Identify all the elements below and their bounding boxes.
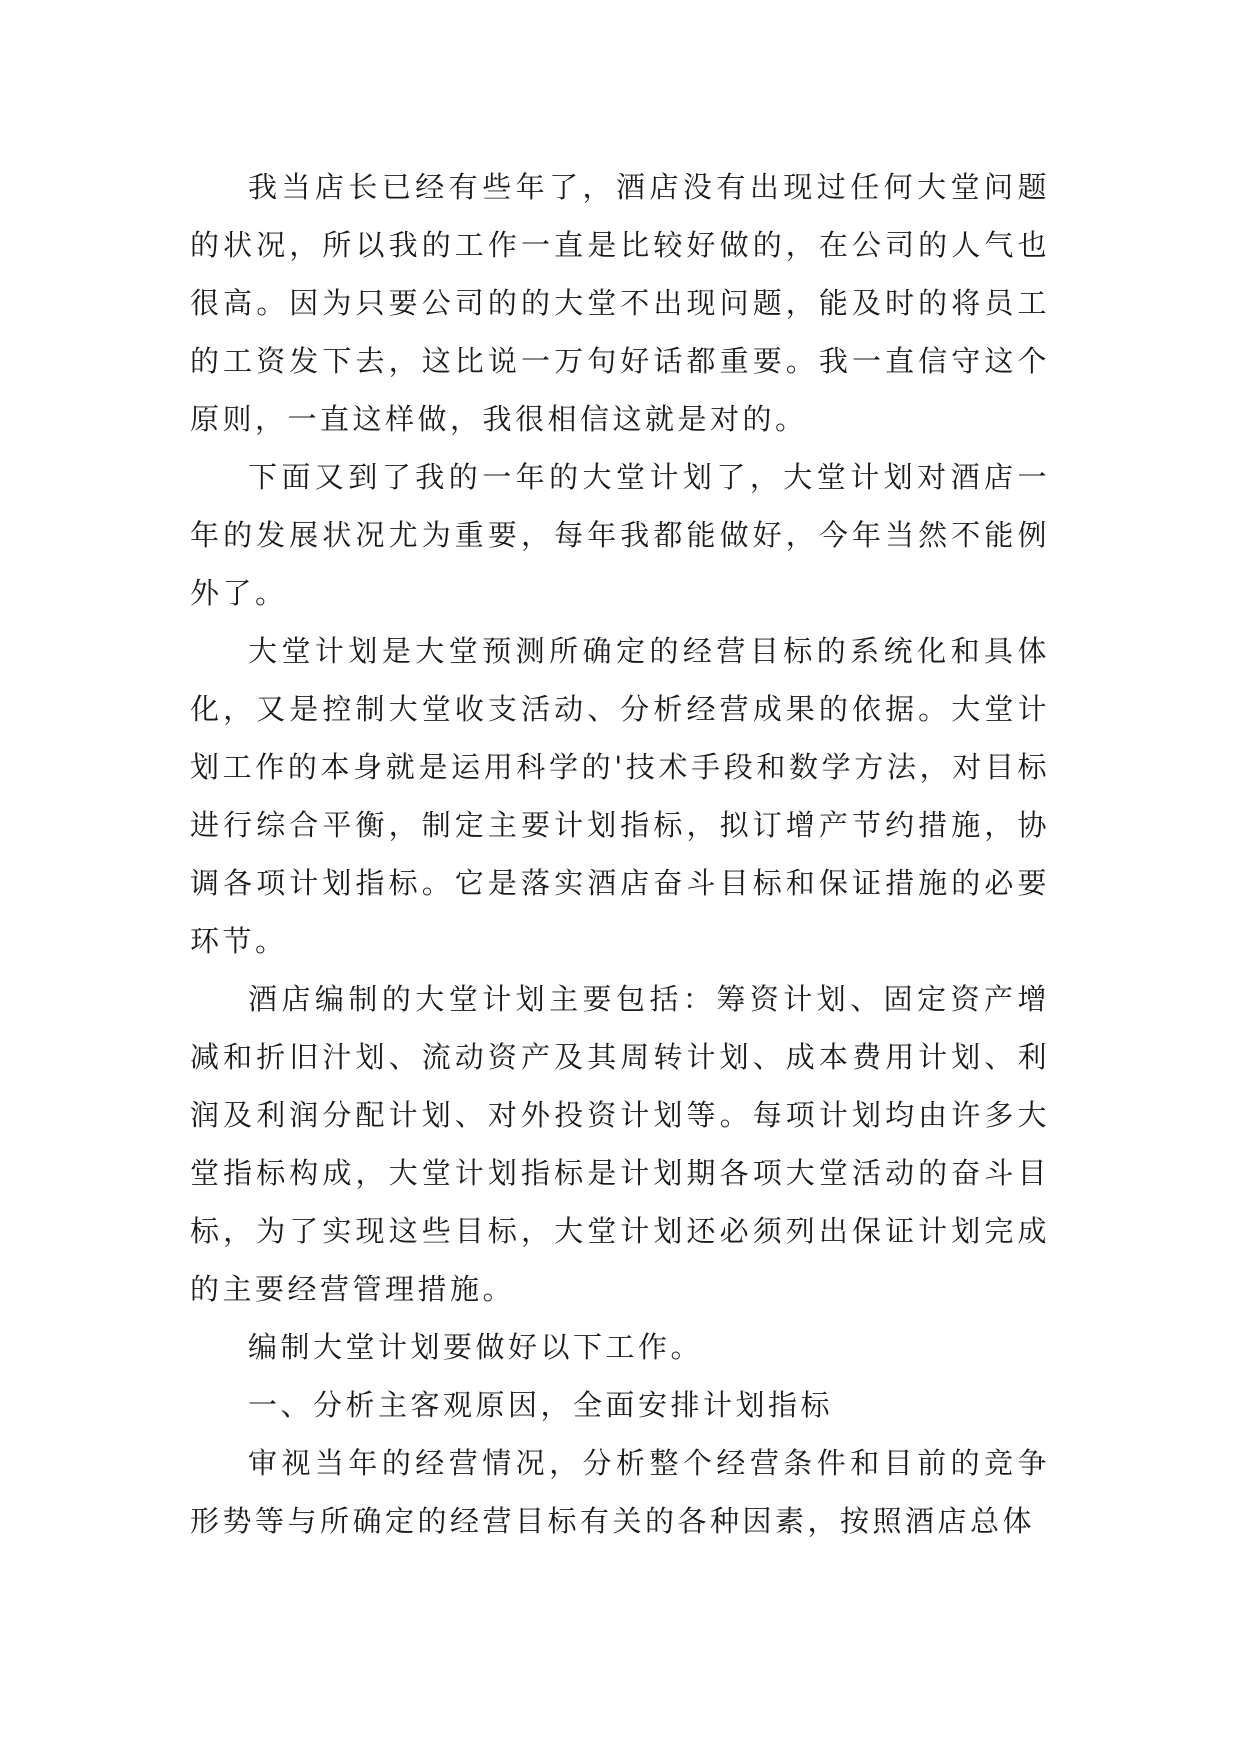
document-body	[190, 158, 1050, 1550]
paragraph-intro: 我当店长已经有些年了，酒店没有出现过任何大堂问题的状况，所以我的工作一直是比较好做的，在公司的人气也很高。因为只要公司的的大堂不出现问题，能及时的将员工的工资发下去，这比说一万句好话都重要。我一直信守这个原则，一直这样做，我很相信这就是对的。	[190, 170, 1050, 436]
paragraph-annual-plan: 下面又到了我的一年的大堂计划了，大堂计划对酒店一年的发展状况尤为重要，每年我都能做好，今年当然不能例外了。	[190, 460, 1050, 610]
section-heading-1: 一、分析主客观原因，全面安排计划指标	[248, 1388, 834, 1422]
paragraph-plan-contents: 酒店编制的大堂计划主要包括：筹资计划、固定资产增减和折旧汁划、流动资产及其周转计划、成本费用计划、利润及利润分配计划、对外投资计划等。每项计划均由许多大堂指标构成，大堂计划指标是计划期各项大堂活动的奋斗目标，为了实现这些目标，大堂计划还必须列出保证计划完成的主要经营管理措施。	[190, 982, 1050, 1306]
paragraph-work-items: 编制大堂计划要做好以下工作。	[248, 1330, 704, 1364]
paragraph-analysis: 审视当年的经营情况，分析整个经营条件和目前的竞争形势等与所确定的经营目标有关的各种因素，按照酒店总体	[190, 1446, 1050, 1538]
paragraph-plan-definition: 大堂计划是大堂预测所确定的经营目标的系统化和具体化，又是控制大堂收支活动、分析经营成果的依据。大堂计划工作的本身就是运用科学的'技术手段和数学方法，对目标进行综合平衡，制定主要计划指标，拟订增产节约措施，协调各项计划指标。它是落实酒店奋斗目标和保证措施的必要环节。	[190, 634, 1050, 958]
